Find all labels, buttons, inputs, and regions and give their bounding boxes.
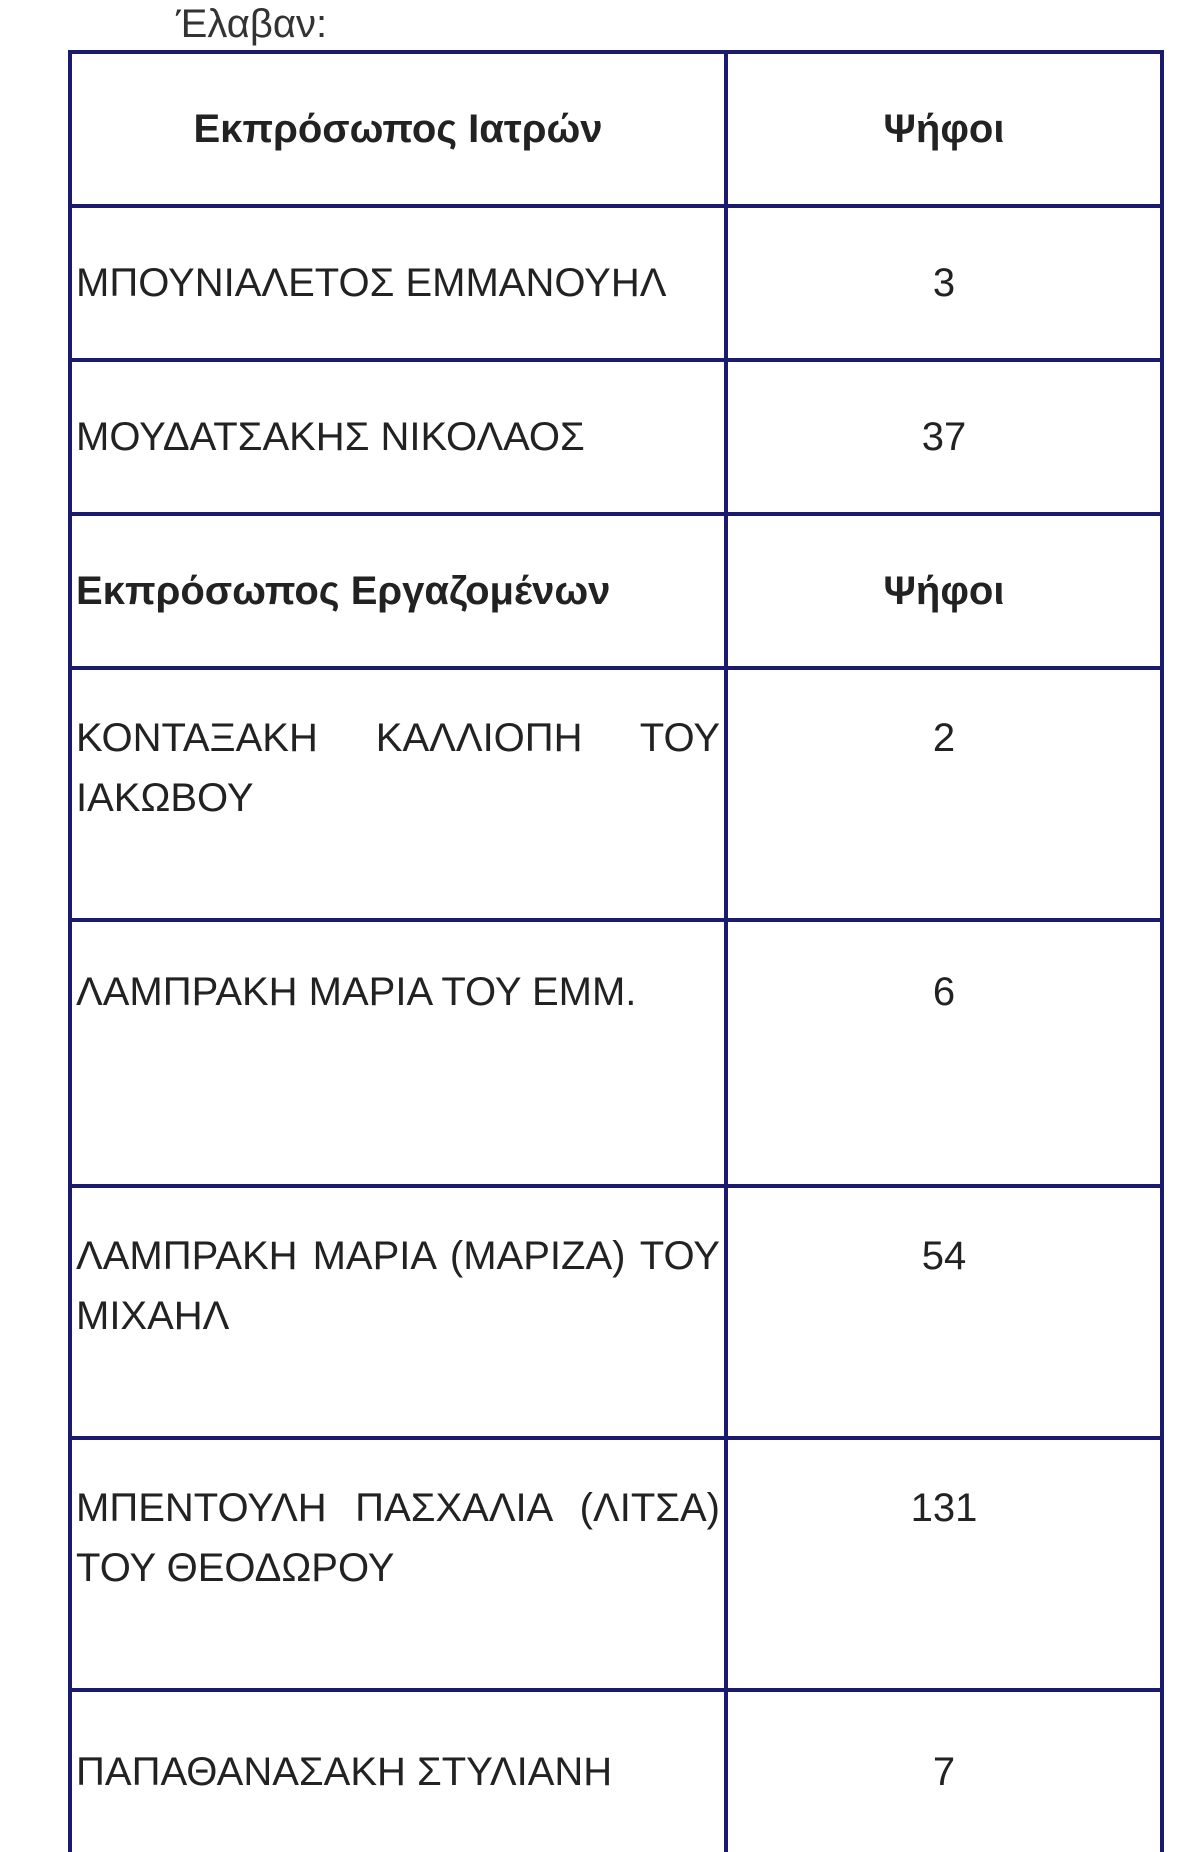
table-row xyxy=(70,206,1162,360)
candidate-name: ΠΑΠΑΘΑΝΑΣΑΚΗ ΣΤΥΛΙΑΝΗ xyxy=(70,1690,726,1852)
candidate-votes: 131 xyxy=(726,1438,1162,1690)
doctors-votes-header: Ψήφοι xyxy=(726,52,1162,206)
candidate-name: ΛΑΜΠΡΑΚΗ ΜΑΡΙΑ ΤΟΥ ΕΜΜ. xyxy=(70,920,726,1186)
candidate-votes: 3 xyxy=(726,206,1162,360)
candidate-name: ΜΠΟΥΝΙΑΛΕΤΟΣ ΕΜΜΑΝΟΥΗΛ xyxy=(70,206,726,360)
candidate-votes: 54 xyxy=(726,1186,1162,1438)
employees-votes-header: Ψήφοι xyxy=(726,514,1162,668)
doctors-header-row xyxy=(70,52,1162,206)
table-row xyxy=(70,920,1162,1186)
results-table xyxy=(68,50,1164,1852)
candidate-name: ΚΟΝΤΑΞΑΚΗ ΚΑΛΛΙΟΠΗ ΤΟΥ ΙΑΚΩΒΟΥ xyxy=(70,668,726,920)
table-row xyxy=(70,1438,1162,1690)
table-row xyxy=(70,1186,1162,1438)
doctors-name-header: Εκπρόσωπος Ιατρών xyxy=(70,52,726,206)
candidate-votes: 37 xyxy=(726,360,1162,514)
employees-header-row xyxy=(70,514,1162,668)
candidate-votes: 6 xyxy=(726,920,1162,1186)
candidate-votes: 7 xyxy=(726,1690,1162,1852)
employees-name-header: Εκπρόσωπος Εργαζομένων xyxy=(70,514,726,668)
table-row xyxy=(70,360,1162,514)
candidate-votes: 2 xyxy=(726,668,1162,920)
intro-label: Έλαβαν: xyxy=(176,2,328,46)
candidate-name: ΛΑΜΠΡΑΚΗ ΜΑΡΙΑ (ΜΑΡΙΖΑ) ΤΟΥ ΜΙΧΑΗΛ xyxy=(70,1186,726,1438)
table-row xyxy=(70,1690,1162,1852)
table-row xyxy=(70,668,1162,920)
candidate-name: ΜΟΥΔΑΤΣΑΚΗΣ ΝΙΚΟΛΑΟΣ xyxy=(70,360,726,514)
candidate-name: ΜΠΕΝΤΟΥΛΗ ΠΑΣΧΑΛΙΑ (ΛΙΤΣΑ) ΤΟΥ ΘΕΟΔΩΡΟΥ xyxy=(70,1438,726,1690)
